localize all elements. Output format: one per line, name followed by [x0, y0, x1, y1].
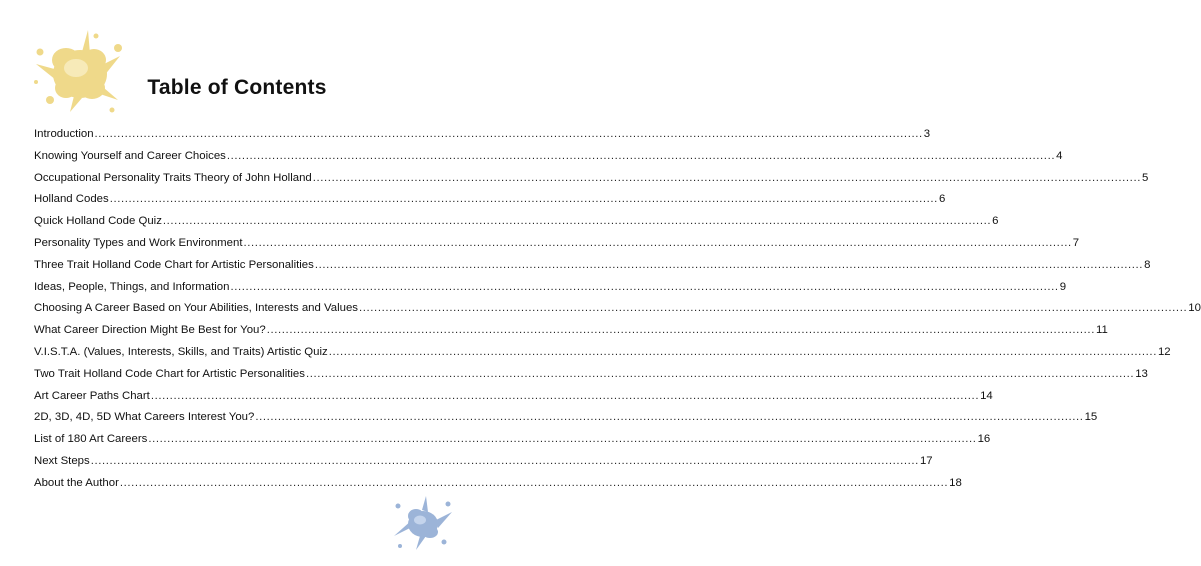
toc-entry-label: About the Author [34, 476, 119, 489]
toc-entry[interactable] [34, 277, 1067, 299]
toc-dot-leader: ............................................................................................................................................................................................................................ [90, 454, 919, 467]
toc-entry-label: 2D, 3D, 4D, 5D What Careers Interest You? [34, 411, 255, 424]
toc-entry[interactable] [34, 255, 1151, 277]
paint-splat-blue-icon [392, 496, 454, 552]
toc-entry-page-number: 17 [919, 454, 933, 467]
toc-entry-label: Ideas, People, Things, and Information [34, 280, 230, 293]
toc-dot-leader: ............................................................................................................................................................................................................................ [162, 215, 992, 228]
toc-entry[interactable] [34, 342, 1171, 364]
toc-entry[interactable] [34, 429, 991, 451]
toc-entry-page-number: 9 [1059, 280, 1067, 293]
toc-entry[interactable] [34, 473, 962, 495]
toc-dot-leader: ............................................................................................................................................................................................................................ [150, 389, 980, 402]
page-title: Table of Contents [147, 76, 327, 99]
toc-entry-page-number: 5 [1141, 171, 1149, 184]
toc-dot-leader: ............................................................................................................................................................................................................................ [266, 324, 1095, 337]
table-of-contents [34, 124, 1201, 495]
toc-entry-page-number: 12 [1157, 345, 1171, 358]
toc-dot-leader: ............................................................................................................................................................................................................................ [226, 149, 1056, 162]
toc-dot-leader: ............................................................................................................................................................................................................................ [109, 193, 938, 206]
toc-dot-leader: ............................................................................................................................................................................................................................ [328, 345, 1157, 358]
toc-dot-leader: ............................................................................................................................................................................................................................ [148, 433, 977, 446]
toc-entry-page-number: 6 [992, 215, 999, 228]
toc-entry[interactable] [34, 364, 1148, 386]
toc-dot-leader: ............................................................................................................................................................................................................................ [305, 367, 1135, 380]
toc-entry-label: Introduction [34, 128, 94, 140]
toc-entry-page-number: 3 [923, 128, 931, 140]
toc-dot-leader: ............................................................................................................................................................................................................................ [314, 258, 1144, 271]
toc-entry-label: Two Trait Holland Code Chart for Artistic Personalities [34, 367, 305, 380]
toc-dot-leader: ............................................................................................................................................................................................................................ [230, 280, 1059, 293]
toc-dot-leader: ............................................................................................................................................................................................................................ [359, 302, 1188, 315]
toc-entry-label: Quick Holland Code Quiz [34, 215, 162, 228]
toc-entry[interactable] [34, 189, 946, 211]
toc-entry-page-number: 8 [1144, 258, 1151, 271]
toc-dot-leader: ............................................................................................................................................................................................................................ [94, 128, 923, 140]
toc-entry-page-number: 14 [980, 389, 993, 402]
toc-entry-label: Personality Types and Work Environment [34, 236, 243, 249]
toc-dot-leader: ............................................................................................................................................................................................................................ [312, 171, 1141, 184]
toc-entry-label: Holland Codes [34, 193, 109, 206]
toc-entry[interactable] [34, 451, 933, 473]
toc-entry-label: Three Trait Holland Code Chart for Artistic Personalities [34, 258, 314, 271]
toc-dot-leader: ............................................................................................................................................................................................................................ [119, 476, 949, 489]
toc-entry[interactable] [34, 146, 1063, 168]
toc-entry-label: Next Steps [34, 454, 90, 467]
toc-dot-leader: ............................................................................................................................................................................................................................ [243, 236, 1072, 249]
toc-entry[interactable] [34, 233, 1080, 255]
toc-entry-label: List of 180 Art Careers [34, 433, 148, 446]
toc-entry-page-number: 13 [1135, 367, 1148, 380]
toc-entry-label: Occupational Personality Traits Theory of John Holland [34, 171, 312, 184]
toc-entry-page-number: 11 [1095, 324, 1108, 337]
toc-entry-label: What Career Direction Might Be Best for You? [34, 324, 266, 337]
toc-entry[interactable] [34, 211, 999, 233]
toc-entry[interactable] [34, 386, 993, 408]
toc-entry-label: Choosing A Career Based on Your Abilities, Interests and Values [34, 302, 358, 315]
toc-entry-page-number: 15 [1084, 411, 1098, 424]
toc-entry[interactable] [34, 124, 931, 146]
toc-entry[interactable] [34, 168, 1149, 190]
toc-entry[interactable] [34, 407, 1098, 429]
toc-entry-page-number: 6 [938, 193, 946, 206]
toc-entry-label: Knowing Yourself and Career Choices [34, 149, 226, 162]
toc-entry-page-number: 4 [1056, 149, 1063, 162]
paint-splat-yellow-icon [30, 26, 126, 114]
toc-entry[interactable] [34, 298, 1201, 320]
toc-entry-page-number: 16 [977, 433, 991, 446]
toc-entry[interactable] [34, 320, 1108, 342]
toc-entry-label: V.I.S.T.A. (Values, Interests, Skills, and Traits) Artistic Quiz [34, 345, 328, 358]
toc-entry-label: Art Career Paths Chart [34, 389, 150, 402]
toc-entry-page-number: 10 [1188, 302, 1201, 315]
toc-entry-page-number: 18 [949, 476, 962, 489]
toc-dot-leader: ............................................................................................................................................................................................................................ [255, 411, 1084, 424]
toc-entry-page-number: 7 [1072, 236, 1080, 249]
